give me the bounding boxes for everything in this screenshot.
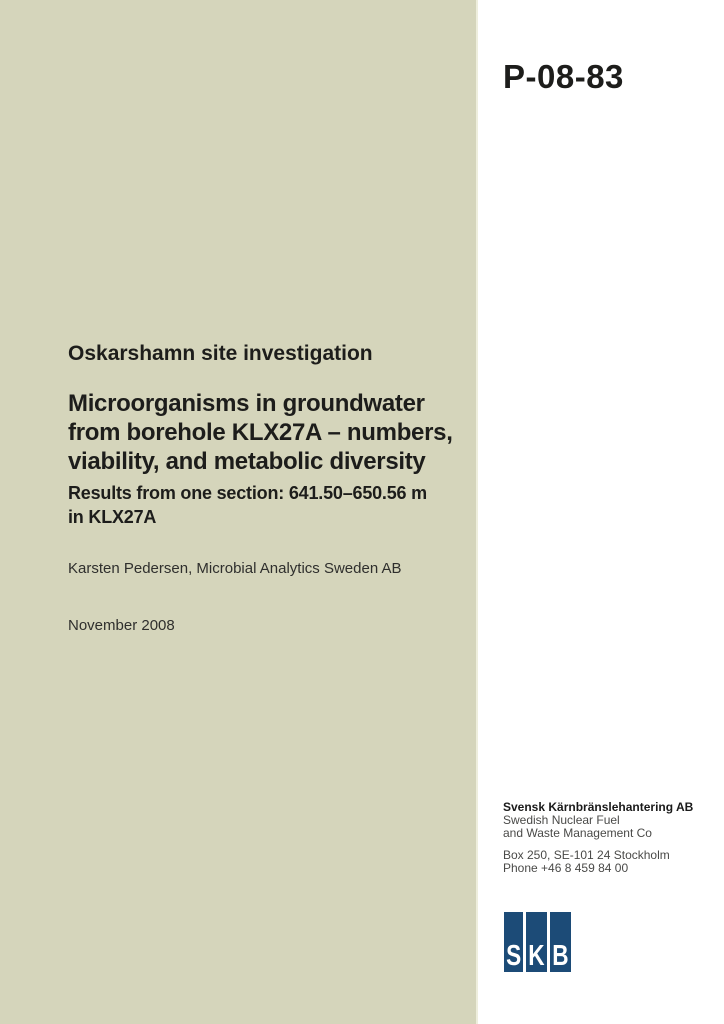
publisher-name-english-line: and Waste Management Co <box>503 826 652 840</box>
skb-logo-letter: S <box>506 940 522 972</box>
report-title-line: Microorganisms in groundwater <box>68 390 425 417</box>
skb-logo-letter: B <box>552 940 569 972</box>
report-subtitle-line: in KLX27A <box>68 507 157 527</box>
series-title: Oskarshamn site investigation <box>68 342 373 365</box>
report-title-line: viability, and metabolic diversity <box>68 448 426 475</box>
publisher-phone: Phone +46 8 459 84 00 <box>503 861 629 875</box>
author-line: Karsten Pedersen, Microbial Analytics Sweden AB <box>68 560 402 577</box>
publisher-address <box>503 849 693 875</box>
report-number: P-08-83 <box>503 58 624 95</box>
report-title <box>68 389 453 476</box>
skb-logo-bar <box>526 912 547 972</box>
skb-logo-bar <box>550 912 571 972</box>
publisher-block <box>503 801 693 875</box>
report-subtitle-line: Results from one section: 641.50–650.56 m <box>68 483 427 503</box>
publication-date: November 2008 <box>68 617 175 634</box>
report-title-line: from borehole KLX27A – numbers, <box>68 419 453 446</box>
skb-logo-bar <box>504 912 523 972</box>
publisher-name-english-line: Swedish Nuclear Fuel <box>503 813 620 827</box>
publisher-name: Svensk Kärnbränslehantering AB <box>503 800 694 814</box>
skb-logo-letter: K <box>528 940 545 972</box>
skb-logo <box>504 912 569 972</box>
publisher-address-line: Box 250, SE-101 24 Stockholm <box>503 848 670 862</box>
report-subtitle <box>68 481 427 529</box>
